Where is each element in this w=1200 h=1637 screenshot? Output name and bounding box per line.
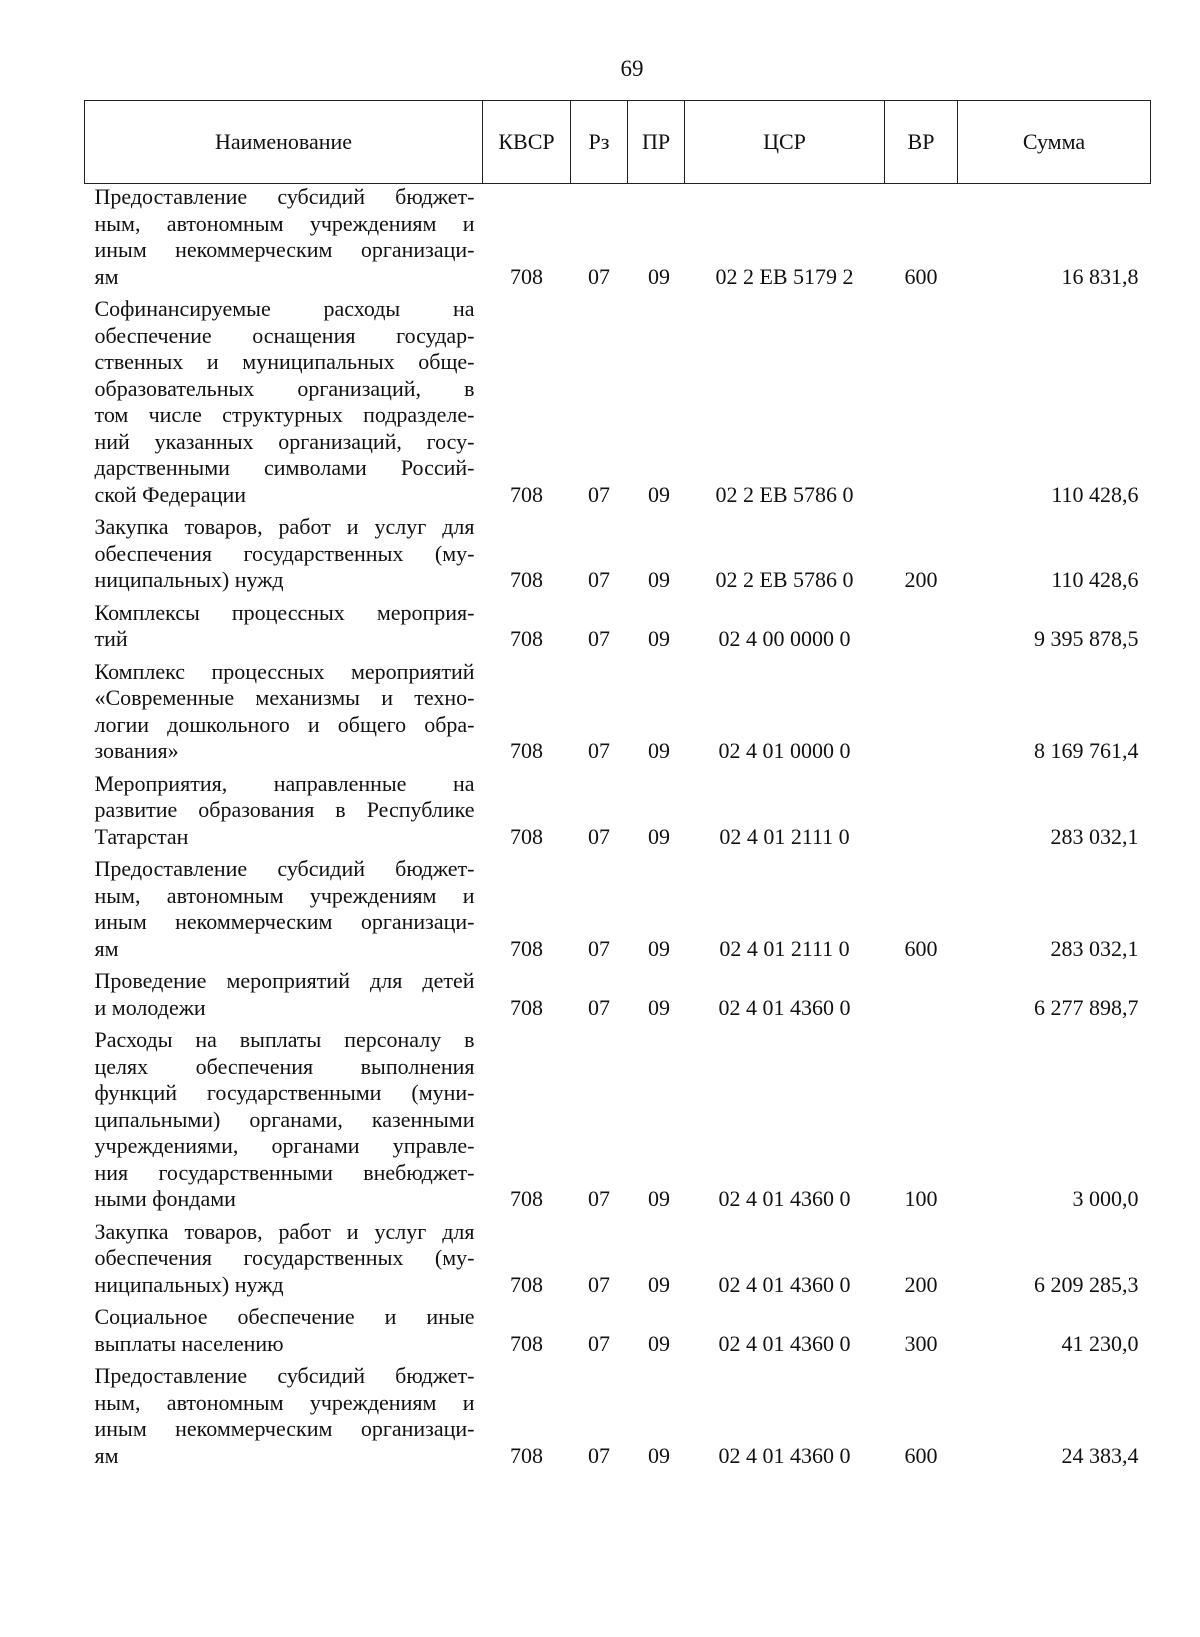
cell-csr: 02 2 EB 5786 0 xyxy=(715,567,854,592)
cell-name-line: Комплексы процессных мероприя- xyxy=(94,599,475,625)
cell-name-line: ным, автономным учреждениям и xyxy=(94,210,475,236)
cell-rz: 07 xyxy=(588,1271,610,1297)
cell-name-line: функций государственными (муни- xyxy=(94,1080,475,1105)
cell-name-line: ными фондами xyxy=(94,1186,236,1211)
cell-name xyxy=(85,968,483,1027)
cell-sum: 9 395 878,5 xyxy=(1034,626,1139,651)
cell-rz: 07 xyxy=(588,263,610,289)
cell-pr: 09 xyxy=(648,1442,670,1468)
cell-name-line: иным некоммерческим организаци- xyxy=(94,237,475,262)
cell-csr: 02 2 EB 5786 0 xyxy=(715,481,854,507)
cell-name-line: обеспечения государственных (му- xyxy=(94,540,475,566)
column-header-name: Наименование xyxy=(85,101,483,184)
cell-sum: 6 277 898,7 xyxy=(1034,994,1139,1020)
cell-vr xyxy=(885,600,958,659)
cell-name xyxy=(85,1027,483,1219)
cell-sum: 283 032,1 xyxy=(1050,823,1139,849)
table-row xyxy=(85,659,1151,771)
column-header-vr: ВР xyxy=(885,101,958,184)
cell-rz: 07 xyxy=(588,481,610,507)
table-row xyxy=(85,968,1151,1027)
cell-name-line: иным некоммерческим организаци- xyxy=(94,1416,475,1441)
budget-table xyxy=(84,100,1151,1475)
cell-name-line: Комплекс процессных мероприятий xyxy=(94,658,475,684)
cell-vr: 200 xyxy=(904,567,938,592)
cell-pr: 09 xyxy=(648,935,670,961)
cell-name-line: ниципальных) нужд xyxy=(94,1271,284,1297)
column-header-kvsr: КВСР xyxy=(483,101,571,184)
cell-csr: 02 4 01 2111 0 xyxy=(719,935,850,961)
cell-name-line: Софинансируемые расходы на xyxy=(94,296,475,321)
cell-sum: 283 032,1 xyxy=(1050,935,1139,961)
cell-sum: 3 000,0 xyxy=(1072,1186,1139,1211)
table-row xyxy=(85,184,1151,297)
cell-name-line: ным, автономным учреждениям и xyxy=(94,882,475,908)
cell-name-line: зования» xyxy=(94,738,179,763)
cell-name-line: тий xyxy=(94,626,128,651)
cell-name-line: Проведение мероприятий для детей xyxy=(94,968,475,993)
cell-pr: 09 xyxy=(648,994,670,1020)
cell-name-line: Социальное обеспечение и иные xyxy=(94,1304,475,1329)
cell-vr: 300 xyxy=(904,1330,938,1356)
cell-name-line: Закупка товаров, работ и услуг для xyxy=(94,1218,475,1244)
cell-name-line: логии дошкольного и общего обра- xyxy=(94,711,475,737)
cell-vr: 200 xyxy=(904,1271,938,1297)
cell-pr: 09 xyxy=(648,626,670,651)
cell-name-line: образовательных организаций, в xyxy=(94,375,475,401)
cell-csr: 02 4 01 0000 0 xyxy=(718,738,851,763)
cell-name-line: целях обеспечения выполнения xyxy=(94,1053,475,1079)
cell-rz: 07 xyxy=(588,823,610,849)
cell-rz: 07 xyxy=(588,738,610,763)
cell-vr: 600 xyxy=(904,935,938,961)
cell-name-line: и молодежи xyxy=(94,994,206,1020)
cell-name-line: ципальными) органами, казенными xyxy=(94,1106,475,1132)
cell-kvsr: 708 xyxy=(510,994,543,1020)
cell-vr xyxy=(885,659,958,771)
cell-kvsr: 708 xyxy=(510,738,543,763)
cell-pr: 09 xyxy=(648,823,670,849)
cell-kvsr: 708 xyxy=(510,263,543,289)
cell-name xyxy=(85,600,483,659)
cell-pr: 09 xyxy=(648,738,670,763)
table-row xyxy=(85,600,1151,659)
cell-sum: 110 428,6 xyxy=(1051,567,1139,592)
cell-name-line: развитие образования в Республике xyxy=(94,797,475,822)
cell-csr: 02 4 01 4360 0 xyxy=(718,1442,851,1468)
cell-name-line: Предоставление субсидий бюджет- xyxy=(94,184,475,209)
cell-pr: 09 xyxy=(648,1271,670,1297)
cell-name-line: том числе структурных подразделе- xyxy=(94,402,475,427)
cell-csr: 02 4 01 4360 0 xyxy=(718,994,851,1020)
cell-name-line: Предоставление субсидий бюджет- xyxy=(94,856,475,881)
page-number: 69 xyxy=(620,56,644,81)
table-row xyxy=(85,856,1151,968)
cell-name-line: Расходы на выплаты персоналу в xyxy=(94,1027,475,1052)
cell-name xyxy=(85,184,483,297)
cell-name-line: Закупка товаров, работ и услуг для xyxy=(94,514,475,539)
cell-pr: 09 xyxy=(648,263,670,289)
cell-sum: 24 383,4 xyxy=(1061,1442,1139,1468)
column-header-sum: Сумма xyxy=(958,101,1151,184)
cell-sum: 8 169 761,4 xyxy=(1034,738,1139,763)
cell-rz: 07 xyxy=(588,1442,610,1468)
cell-name xyxy=(85,514,483,600)
cell-name-line: ской Федерации xyxy=(94,481,247,507)
cell-name-line: ям xyxy=(94,935,119,961)
column-header-pr: ПР xyxy=(628,101,685,184)
cell-sum: 41 230,0 xyxy=(1061,1330,1139,1356)
cell-name-line: ям xyxy=(94,1442,119,1468)
cell-vr xyxy=(885,296,958,514)
cell-name-line: выплаты населению xyxy=(94,1330,284,1356)
cell-kvsr: 708 xyxy=(510,626,543,651)
cell-csr: 02 4 00 0000 0 xyxy=(718,626,851,651)
cell-name-line: ным, автономным учреждениям и xyxy=(94,1389,475,1415)
table-body xyxy=(85,184,1151,1476)
cell-rz: 07 xyxy=(588,1330,610,1356)
cell-kvsr: 708 xyxy=(510,567,543,592)
cell-name-line: ям xyxy=(94,263,119,289)
cell-kvsr: 708 xyxy=(510,1330,543,1356)
cell-name-line: учреждениями, органами управле- xyxy=(94,1133,475,1158)
table-header xyxy=(85,101,1151,184)
cell-kvsr: 708 xyxy=(510,823,543,849)
cell-csr: 02 4 01 2111 0 xyxy=(719,823,850,849)
cell-csr: 02 4 01 4360 0 xyxy=(718,1186,851,1211)
table-row xyxy=(85,514,1151,600)
cell-name-line: ния государственными внебюджет- xyxy=(94,1159,475,1185)
cell-rz: 07 xyxy=(588,626,610,651)
cell-csr: 02 4 01 4360 0 xyxy=(718,1271,851,1297)
cell-name-line: Татарстан xyxy=(94,823,189,849)
cell-csr: 02 2 EB 5179 2 xyxy=(715,263,854,289)
cell-kvsr: 708 xyxy=(510,1271,543,1297)
cell-name-line: ниципальных) нужд xyxy=(94,567,284,592)
cell-name xyxy=(85,1304,483,1363)
cell-pr: 09 xyxy=(648,1186,670,1211)
cell-name xyxy=(85,1219,483,1305)
cell-name-line: обеспечение оснащения государ- xyxy=(94,322,475,348)
table-row xyxy=(85,771,1151,857)
cell-rz: 07 xyxy=(588,1186,610,1211)
cell-name xyxy=(85,659,483,771)
cell-vr xyxy=(885,771,958,857)
cell-name xyxy=(85,1363,483,1475)
cell-rz: 07 xyxy=(588,994,610,1020)
cell-kvsr: 708 xyxy=(510,1186,543,1211)
column-header-csr: ЦСР xyxy=(685,101,885,184)
cell-name-line: дарственными символами Россий- xyxy=(94,455,475,480)
cell-name xyxy=(85,856,483,968)
column-header-rz: Рз xyxy=(571,101,628,184)
cell-vr: 600 xyxy=(904,1442,938,1468)
cell-csr: 02 4 01 4360 0 xyxy=(718,1330,851,1356)
cell-sum: 16 831,8 xyxy=(1061,263,1139,289)
cell-kvsr: 708 xyxy=(510,481,543,507)
cell-name-line: Мероприятия, направленные на xyxy=(94,770,475,796)
cell-name-line: ственных и муниципальных обще- xyxy=(94,349,475,374)
table-row xyxy=(85,1363,1151,1475)
cell-sum: 6 209 285,3 xyxy=(1034,1271,1139,1297)
cell-pr: 09 xyxy=(648,481,670,507)
cell-kvsr: 708 xyxy=(510,1442,543,1468)
cell-vr xyxy=(885,968,958,1027)
table-row xyxy=(85,1304,1151,1363)
table-row xyxy=(85,296,1151,514)
cell-name-line: ний указанных организаций, госу- xyxy=(94,428,475,454)
cell-name-line: Предоставление субсидий бюджет- xyxy=(94,1363,475,1388)
cell-name-line: «Современные механизмы и техно- xyxy=(94,685,475,710)
cell-name-line: иным некоммерческим организаци- xyxy=(94,909,475,934)
cell-name xyxy=(85,296,483,514)
cell-vr: 600 xyxy=(904,263,938,289)
cell-pr: 09 xyxy=(648,567,670,592)
cell-rz: 07 xyxy=(588,935,610,961)
table-row xyxy=(85,1027,1151,1219)
cell-sum: 110 428,6 xyxy=(1051,481,1139,507)
cell-kvsr: 708 xyxy=(510,935,543,961)
cell-rz: 07 xyxy=(588,567,610,592)
cell-pr: 09 xyxy=(648,1330,670,1356)
table-row xyxy=(85,1219,1151,1305)
cell-vr: 100 xyxy=(904,1186,938,1211)
cell-name xyxy=(85,771,483,857)
cell-name-line: обеспечения государственных (му- xyxy=(94,1245,475,1270)
